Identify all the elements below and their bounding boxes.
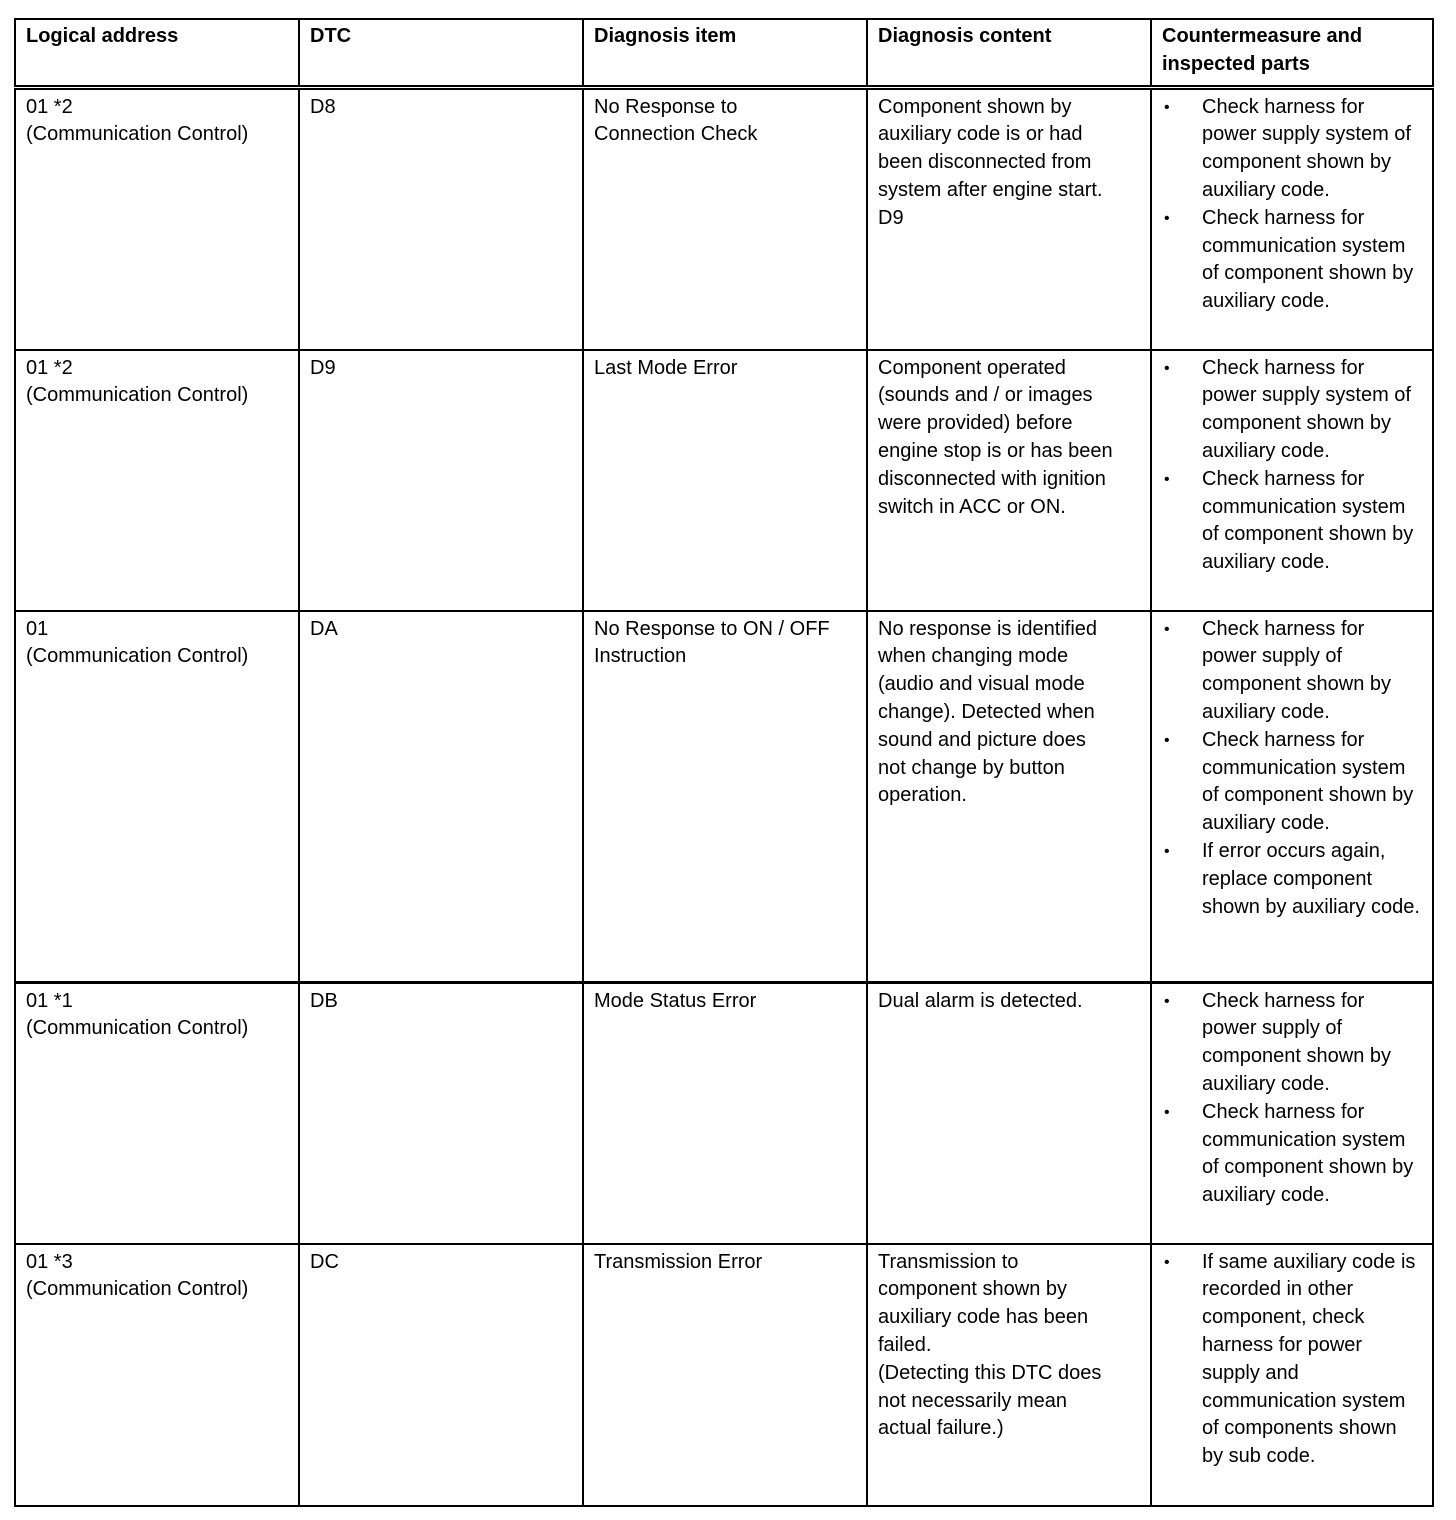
countermeasure-item: • Check harness for communication system of component shown by auxiliary code. [1162,205,1422,316]
cell-logical-address [15,1244,299,1506]
header-diagnosis-content: Diagnosis content [867,19,1151,87]
countermeasure-item: • Check harness for communication system of component shown by auxiliary code. [1162,727,1422,838]
cell-diagnosis-item-line: Mode Status Error [594,989,757,1012]
cell-logical-address-line: (Communication Control) [26,1278,249,1301]
cell-dtc [299,350,583,611]
cell-diagnosis-content-line: Dual alarm is detected. [878,989,1083,1012]
cell-diagnosis-content [867,87,1151,350]
header-logical-address: Logical address [15,19,299,87]
cell-diagnosis-content [867,350,1151,611]
table-header-row [15,19,1433,87]
cell-diagnosis-content-line: D9 [878,206,904,229]
dtc-table [14,18,1434,1507]
cell-diagnosis-content-line: actual failure.) [878,1417,1004,1440]
countermeasure-item: • If error occurs again, replace component shown by auxiliary code. [1162,838,1422,921]
countermeasure-list [1162,1249,1422,1471]
cell-diagnosis-content-line: component shown by [878,1278,1068,1301]
cell-dtc-text: DA [310,617,338,640]
cell-logical-address-line: (Communication Control) [26,123,249,146]
countermeasure-item: • If same auxiliary code is recorded in other component, check harness for power supply and communication system of components shown by sub code. [1162,1249,1422,1471]
cell-diagnosis-content-line: (Detecting this DTC does [878,1361,1102,1384]
cell-diagnosis-item-line: No Response to ON / OFF [594,617,830,640]
cell-diagnosis-content [867,982,1151,1244]
cell-dtc-text: DB [310,989,338,1012]
cell-diagnosis-content-line: when changing mode [878,645,1069,668]
cell-diagnosis-item-line: Connection Check [594,123,758,146]
table-row [15,87,1433,350]
countermeasure-item: • Check harness for power supply of component shown by auxiliary code. [1162,988,1422,1099]
countermeasure-list [1162,616,1422,922]
header-dtc: DTC [299,19,583,87]
cell-logical-address [15,350,299,611]
cell-diagnosis-item-line: Transmission Error [594,1250,763,1273]
cell-dtc [299,1244,583,1506]
cell-diagnosis-content-line: operation. [878,784,967,807]
cell-diagnosis-content-line: change). Detected when [878,700,1095,723]
cell-diagnosis-content-line: Component shown by [878,95,1072,118]
cell-diagnosis-content-line: (sounds and / or images [878,384,1093,407]
table-body [15,87,1433,1506]
cell-countermeasure [1151,1244,1433,1506]
cell-diagnosis-content-line: (audio and visual mode [878,673,1085,696]
cell-diagnosis-content-line: were provided) before [878,412,1073,435]
cell-diagnosis-content-line: been disconnected from [878,151,1092,174]
cell-logical-address [15,611,299,983]
table-row [15,350,1433,611]
cell-diagnosis-content-line: not change by button [878,756,1065,779]
cell-diagnosis-content-line: system after engine start. [878,178,1103,201]
header-countermeasure: Countermeasure and inspected parts [1151,19,1433,87]
cell-diagnosis-content-line: No response is identified [878,617,1098,640]
cell-dtc [299,611,583,983]
cell-logical-address-line: 01 [26,617,49,640]
cell-countermeasure [1151,611,1433,983]
countermeasure-list [1162,988,1422,1210]
cell-diagnosis-item-line: Instruction [594,645,687,668]
countermeasure-item: • Check harness for communication system of component shown by auxiliary code. [1162,1099,1422,1210]
cell-logical-address-line: 01 *3 [26,1250,73,1273]
cell-dtc [299,982,583,1244]
table-row [15,1244,1433,1506]
cell-diagnosis-item [583,350,867,611]
header-diagnosis-item: Diagnosis item [583,19,867,87]
cell-diagnosis-content-line: disconnected with ignition [878,467,1106,490]
cell-logical-address-line: 01 *2 [26,356,73,379]
cell-logical-address-line: (Communication Control) [26,645,249,668]
cell-logical-address [15,87,299,350]
countermeasure-item: • Check harness for communication system of component shown by auxiliary code. [1162,466,1422,577]
cell-diagnosis-item-line: Last Mode Error [594,356,738,379]
cell-logical-address [15,982,299,1244]
cell-logical-address-line: (Communication Control) [26,1017,249,1040]
cell-diagnosis-content-line: engine stop is or has been [878,439,1113,462]
table-row [15,982,1433,1244]
cell-dtc-text: D9 [310,356,336,379]
cell-countermeasure [1151,87,1433,350]
cell-diagnosis-item [583,611,867,983]
cell-diagnosis-content-line: Transmission to [878,1250,1019,1273]
cell-logical-address-line: 01 *2 [26,95,73,118]
cell-diagnosis-content-line: sound and picture does [878,728,1086,751]
cell-diagnosis-content [867,611,1151,983]
table-row [15,611,1433,983]
countermeasure-item: • Check harness for power supply system of component shown by auxiliary code. [1162,355,1422,466]
cell-diagnosis-content [867,1244,1151,1506]
cell-dtc-text: D8 [310,95,336,118]
cell-diagnosis-item-line: No Response to [594,95,738,118]
cell-logical-address-line: (Communication Control) [26,384,249,407]
cell-dtc-text: DC [310,1250,339,1273]
cell-dtc [299,87,583,350]
cell-logical-address-line: 01 *1 [26,989,73,1012]
cell-diagnosis-content-line: auxiliary code has been [878,1306,1089,1329]
cell-diagnosis-item [583,1244,867,1506]
cell-diagnosis-item [583,982,867,1244]
cell-diagnosis-content-line: auxiliary code is or had [878,123,1083,146]
cell-diagnosis-item [583,87,867,350]
cell-countermeasure [1151,982,1433,1244]
cell-diagnosis-content-line: Component operated [878,356,1066,379]
countermeasure-item: • Check harness for power supply system of component shown by auxiliary code. [1162,94,1422,205]
cell-diagnosis-content-line: failed. [878,1333,932,1356]
countermeasure-item: • Check harness for power supply of component shown by auxiliary code. [1162,616,1422,727]
countermeasure-list [1162,355,1422,577]
countermeasure-list [1162,94,1422,316]
cell-diagnosis-content-line: not necessarily mean [878,1389,1067,1412]
cell-countermeasure [1151,350,1433,611]
cell-diagnosis-content-line: switch in ACC or ON. [878,495,1066,518]
